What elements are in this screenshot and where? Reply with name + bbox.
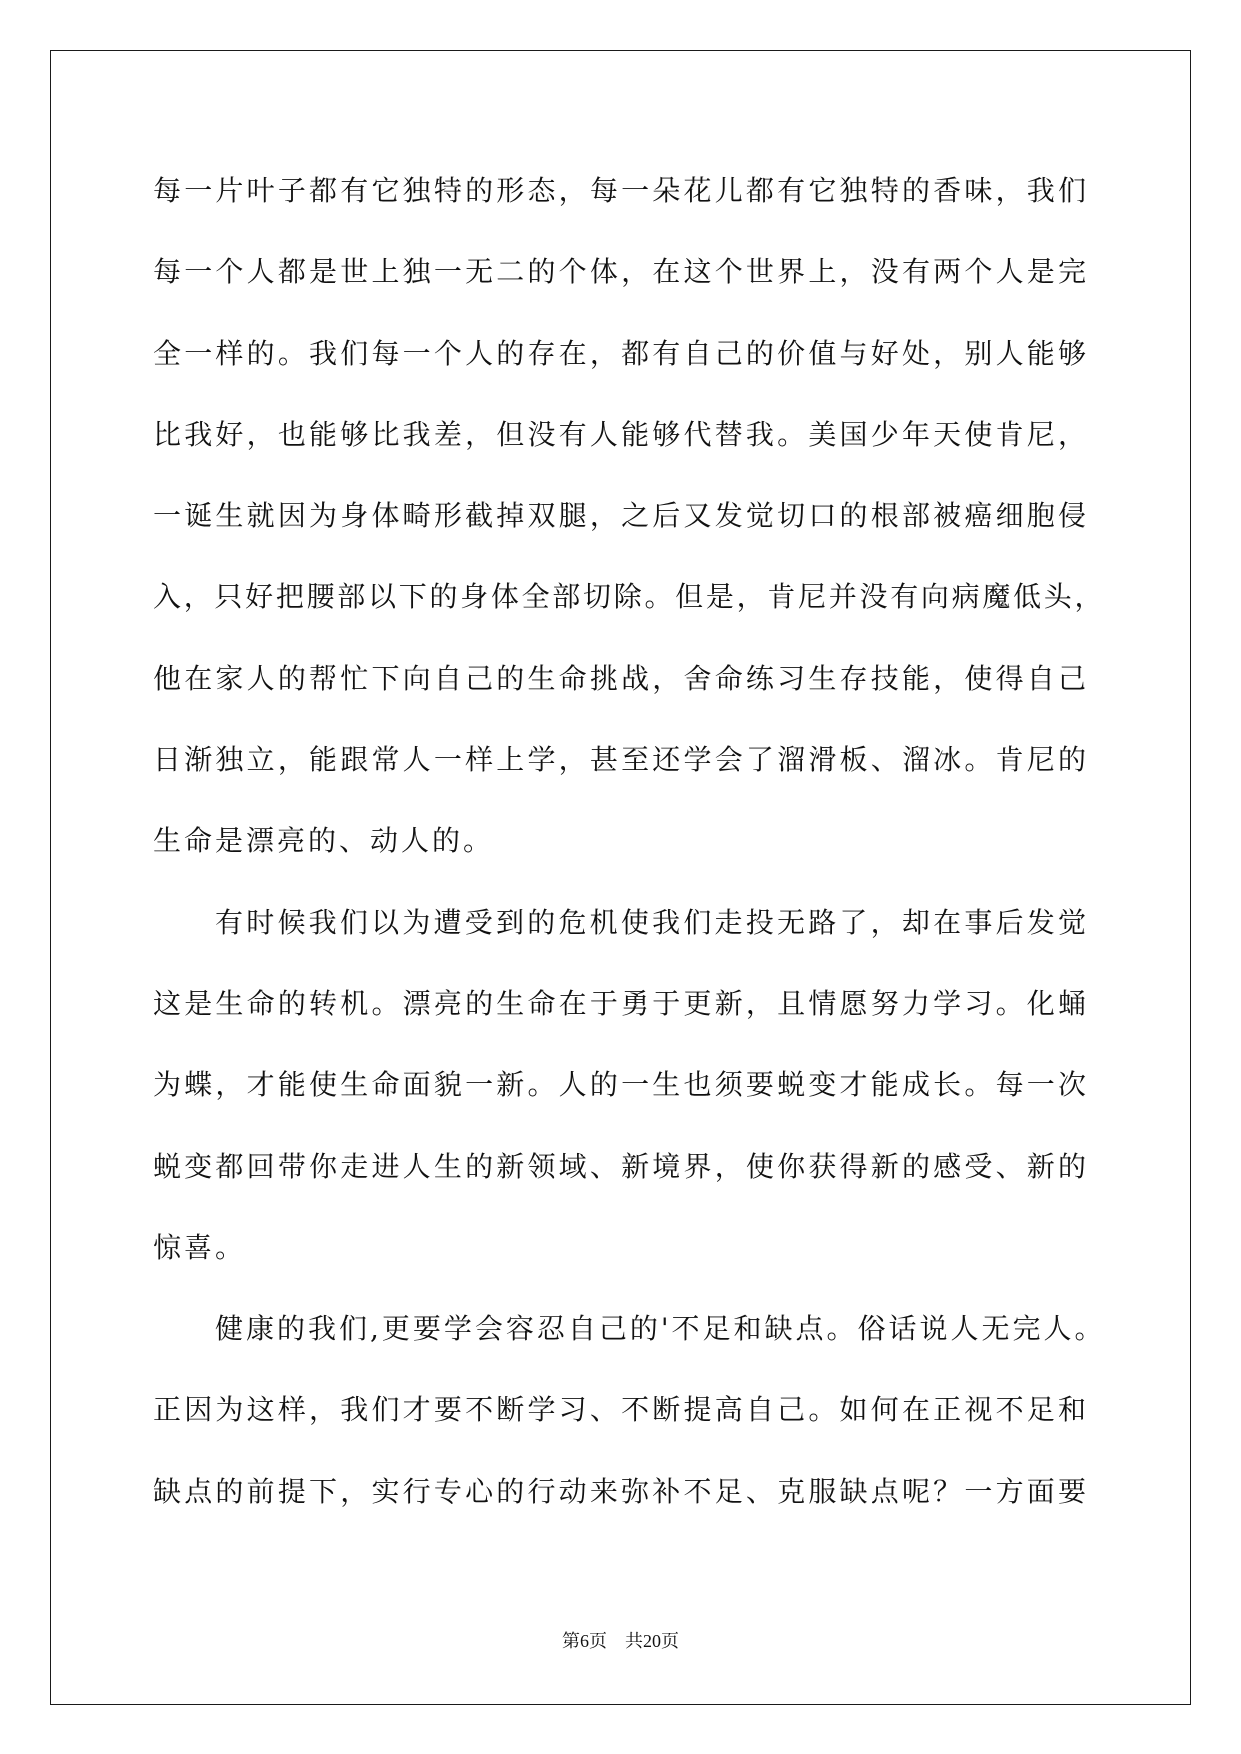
page-number: 第6页 bbox=[562, 1631, 607, 1651]
paragraph bbox=[153, 1288, 1113, 1532]
text-line: 每一片叶子都有它独特的形态，每一朵花儿都有它独特的香味，我们 bbox=[153, 174, 1089, 207]
text-line: 他在家人的帮忙下向自己的生命挑战，舍命练习生存技能，使得自己 bbox=[153, 661, 1089, 695]
text-line: 全一样的。我们每一个人的存在，都有自己的价值与好处，别人能够 bbox=[153, 336, 1089, 370]
text-line: 比我好，也能够比我差，但没有人能够代替我。美国少年天使肯尼， bbox=[153, 417, 1089, 451]
text-line: 这是生命的转机。漂亮的生命在于勇于更新，且情愿努力学习。化蛹 bbox=[153, 986, 1089, 1020]
text-line: 惊喜。 bbox=[153, 1230, 247, 1264]
page-count: 共20页 bbox=[625, 1631, 679, 1651]
text-line: 为蝶，才能使生命面貌一新。人的一生也须要蜕变才能成长。每一次 bbox=[153, 1068, 1089, 1102]
text-line: 正因为这样，我们才要不断学习、不断提高自己。如何在正视不足和 bbox=[153, 1393, 1089, 1427]
text-line: 入，只好把腰部以下的身体全部切除。但是，肯尼并没有向病魔低头， bbox=[153, 580, 1105, 614]
text-line: 有时候我们以为遭受到的危机使我们走投无路了，却在事后发觉 bbox=[215, 905, 1089, 939]
text-line: 一诞生就因为身体畸形截掉双腿，之后又发觉切口的根部被癌细胞侵 bbox=[153, 499, 1089, 533]
text-line: 生命是漂亮的、动人的。 bbox=[153, 824, 495, 858]
paragraph bbox=[153, 882, 1113, 1288]
page-footer bbox=[50, 1629, 1191, 1653]
text-line: 缺点的前提下，实行专心的行动来弥补不足、克服缺点呢？一方面要 bbox=[153, 1474, 1089, 1508]
text-line: 日渐独立，能跟常人一样上学，甚至还学会了溜滑板、溜冰。肯尼的 bbox=[153, 743, 1089, 777]
text-line: 健康的我们,更要学会容忍自己的'不足和缺点。俗话说人无完人。 bbox=[215, 1312, 1105, 1346]
text-line: 蜕变都回带你走进人生的新领域、新境界，使你获得新的感受、新的 bbox=[153, 1149, 1089, 1183]
paragraph bbox=[153, 150, 1113, 882]
text-line: 每一个人都是世上独一无二的个体，在这个世界上，没有两个人是完 bbox=[153, 255, 1089, 289]
document-body bbox=[153, 150, 1113, 1532]
